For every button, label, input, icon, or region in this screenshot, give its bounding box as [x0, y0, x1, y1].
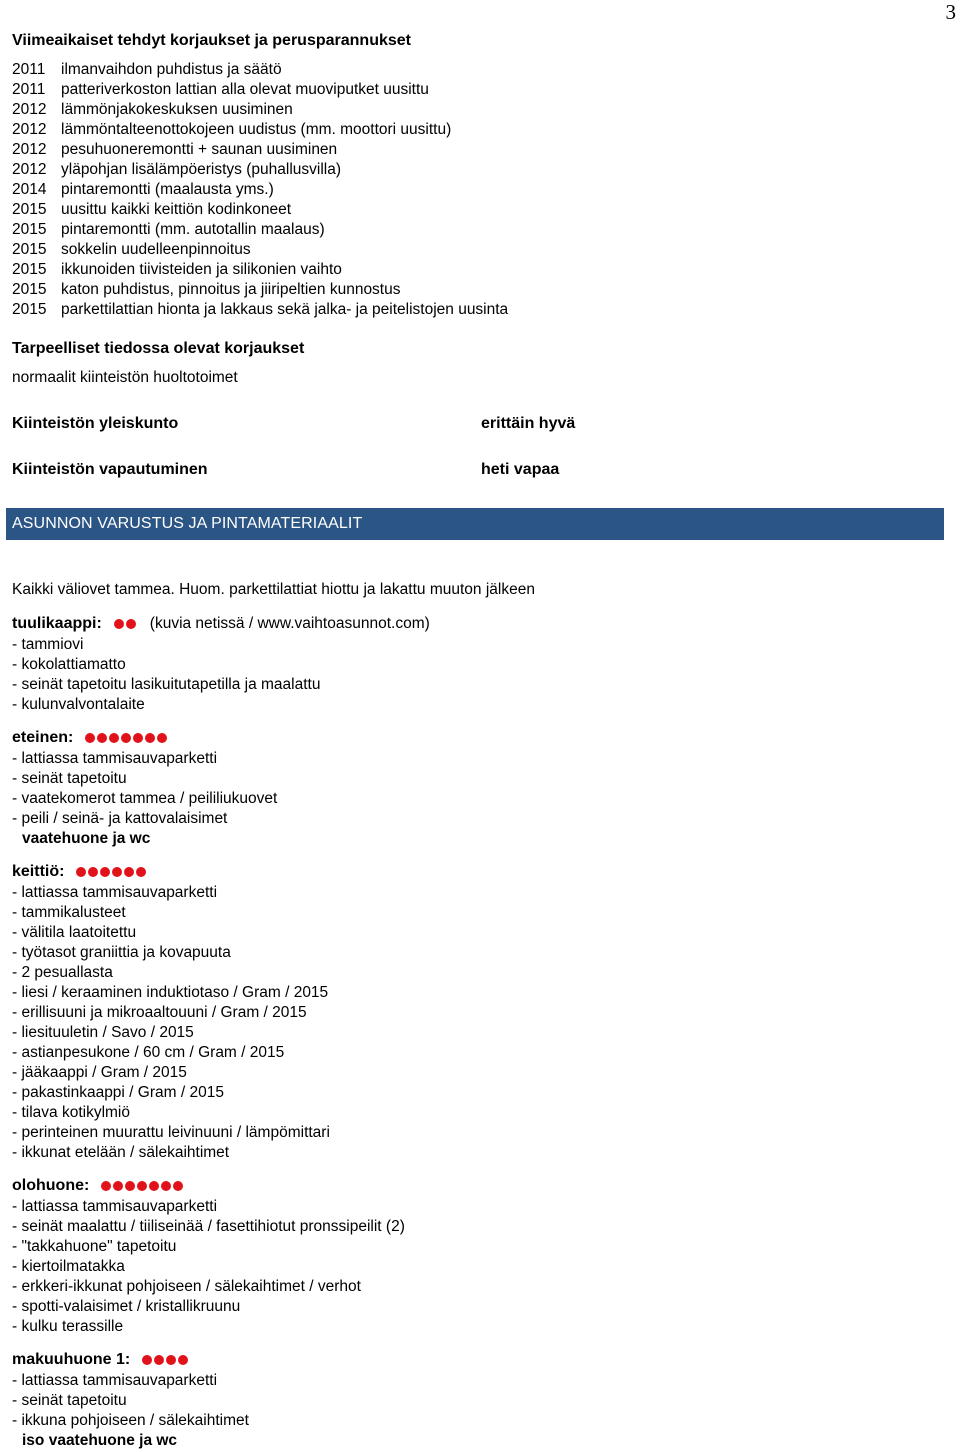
repair-item: 2015 pintaremontti (mm. autotallin maalaus): [12, 221, 325, 238]
room-title-eteinen: [12, 728, 169, 748]
list-item: - välitila laatoitettu: [12, 924, 137, 941]
repair-item: 2015 parkettilattian hionta ja lakkaus sekä jalka- ja peitelistojen uusinta: [12, 301, 509, 318]
room-title-olohuone: [12, 1176, 185, 1196]
room-title-keittio: [12, 862, 148, 882]
list-item: - erkkeri-ikkunat pohjoiseen / sälekaihtimet / verhot: [12, 1278, 361, 1295]
rating-dot-icon: [125, 1181, 135, 1191]
rating-dot-icon: [97, 733, 107, 743]
repair-item: 2011 ilmanvaihdon puhdistus ja säätö: [12, 61, 282, 78]
list-item: - perinteinen muurattu leivinuuni / lämpömittari: [12, 1124, 330, 1141]
room-items-makuuhuone-1: [12, 1371, 249, 1451]
room-items-keittio: [12, 883, 330, 1163]
rating-dot-icon: [121, 733, 131, 743]
room-items-eteinen: [12, 749, 277, 849]
section-banner: [6, 508, 944, 540]
repair-item: 2015 uusittu kaikki keittiön kodinkoneet: [12, 201, 292, 218]
list-item: - lattiassa tammisauvaparketti: [12, 884, 218, 901]
list-item: - työtasot graniittia ja kovapuuta: [12, 944, 231, 961]
repair-item: 2011 patteriverkoston lattian alla olevat muoviputket uusittu: [12, 81, 429, 98]
repair-item: 2014 pintaremontti (maalausta yms.): [12, 181, 274, 198]
rating-dot-icon: [88, 867, 98, 877]
list-item: - peili / seinä- ja kattovalaisimet: [12, 810, 228, 827]
rating-dot-icon: [133, 733, 143, 743]
rating-dot-icon: [124, 867, 134, 877]
rating-dot-icon: [137, 1181, 147, 1191]
rating-dot-icon: [157, 733, 167, 743]
list-item: - astianpesukone / 60 cm / Gram / 2015: [12, 1044, 285, 1061]
rating-dot-icon: [101, 1181, 111, 1191]
rating-dot-icon: [161, 1181, 171, 1191]
list-item: - ikkunat etelään / sälekaihtimet: [12, 1144, 230, 1161]
rating-dot-icon: [154, 1355, 164, 1365]
list-item: - lattiassa tammisauvaparketti: [12, 1372, 218, 1389]
list-item: - liesituuletin / Savo / 2015: [12, 1024, 194, 1041]
room-label: olohuone:: [12, 1177, 90, 1194]
list-item: - seinät tapetoitu: [12, 1392, 127, 1409]
rating-dot-icon: [100, 867, 110, 877]
list-item: - jääkaappi / Gram / 2015: [12, 1064, 187, 1081]
repair-item: 2015 katon puhdistus, pinnoitus ja jiiripeltien kunnostus: [12, 281, 401, 298]
repair-item: 2015 sokkelin uudelleenpinnoitus: [12, 241, 251, 258]
room-title-makuuhuone-1: [12, 1350, 190, 1370]
rating-dot-icon: [112, 867, 122, 877]
rating-dot-icon: [142, 1355, 152, 1365]
list-item: - spotti-valaisimet / kristallikruunu: [12, 1298, 241, 1315]
section-banner-title: ASUNNON VARUSTUS JA PINTAMATERIAALIT: [12, 515, 363, 532]
list-item: - lattiassa tammisauvaparketti: [12, 750, 218, 767]
rating-dot-icon: [113, 1181, 123, 1191]
room-title-tuulikaappi: [12, 614, 430, 634]
list-item: - kokolattiamatto: [12, 656, 126, 673]
rating-dots: [114, 619, 138, 629]
rating-dot-icon: [178, 1355, 188, 1365]
rating-dot-icon: [109, 733, 119, 743]
rating-dot-icon: [114, 619, 124, 629]
list-item: - liesi / keraaminen induktiotaso / Gram / 2015: [12, 984, 329, 1001]
list-item: - ikkuna pohjoiseen / sälekaihtimet: [12, 1412, 249, 1429]
rating-dot-icon: [76, 867, 86, 877]
rating-dots: [142, 1355, 190, 1365]
room-note: (kuvia netissä / www.vaihtoasunnot.com): [149, 615, 430, 632]
needed-repairs-heading: Tarpeelliset tiedossa olevat korjaukset: [12, 340, 305, 357]
room-items-olohuone: [12, 1197, 405, 1337]
list-item: - seinät tapetoitu: [12, 770, 127, 787]
repair-item: 2012 pesuhuoneremontti + saunan uusiminen: [12, 141, 338, 158]
list-item: - 2 pesuallasta: [12, 964, 113, 981]
condition-label: Kiinteistön yleiskunto: [12, 415, 179, 432]
list-item: - kulku terassille: [12, 1318, 124, 1335]
room-label: makuuhuone 1:: [12, 1351, 131, 1368]
repair-item: 2015 ikkunoiden tiivisteiden ja silikonien vaihto: [12, 261, 342, 278]
page-number: 3: [945, 0, 956, 24]
list-item: - pakastinkaappi / Gram / 2015: [12, 1084, 224, 1101]
rating-dot-icon: [149, 1181, 159, 1191]
list-item: - tammikalusteet: [12, 904, 126, 921]
rating-dot-icon: [145, 733, 155, 743]
list-item: - kulunvalvontalaite: [12, 696, 145, 713]
rating-dot-icon: [85, 733, 95, 743]
rating-dots: [76, 867, 148, 877]
list-item: - seinät tapetoitu lasikuitutapetilla ja maalattu: [12, 676, 321, 693]
condition-value: erittäin hyvä: [481, 415, 576, 432]
rating-dot-icon: [136, 867, 146, 877]
list-item: - erillisuuni ja mikroaaltouuni / Gram / 2015: [12, 1004, 307, 1021]
repair-item: 2012 yläpohjan lisälämpöeristys (puhallusvilla): [12, 161, 341, 178]
needed-repairs-text: normaalit kiinteistön huoltotoimet: [12, 369, 238, 386]
rating-dot-icon: [126, 619, 136, 629]
rating-dot-icon: [166, 1355, 176, 1365]
repair-item: 2012 lämmönjakokeskuksen uusiminen: [12, 101, 293, 118]
list-item-bold: iso vaatehuone ja wc: [22, 1432, 178, 1449]
list-item: - tilava kotikylmiö: [12, 1104, 130, 1121]
list-item: - vaatekomerot tammea / peililiukuovet: [12, 790, 278, 807]
repairs-heading: Viimeaikaiset tehdyt korjaukset ja perusparannukset: [12, 32, 411, 49]
list-item-bold: vaatehuone ja wc: [22, 830, 151, 847]
rating-dot-icon: [173, 1181, 183, 1191]
list-item: - seinät maalattu / tiiliseinää / fasettihiotut pronssipeilit (2): [12, 1218, 405, 1235]
list-item: - tammiovi: [12, 636, 84, 653]
list-item: - lattiassa tammisauvaparketti: [12, 1198, 218, 1215]
room-items-tuulikaappi: [12, 635, 320, 715]
repair-item: 2012 lämmöntalteenottokojeen uudistus (mm. moottori uusittu): [12, 121, 452, 138]
room-label: eteinen:: [12, 729, 74, 746]
list-item: - kiertoilmatakka: [12, 1258, 125, 1275]
intro-text: Kaikki väliovet tammea. Huom. parkettilattiat hiottu ja lakattu muuton jälkeen: [12, 581, 535, 598]
rating-dots: [85, 733, 169, 743]
list-item: - "takkahuone" tapetoitu: [12, 1238, 177, 1255]
room-label: tuulikaappi:: [12, 615, 102, 632]
release-label: Kiinteistön vapautuminen: [12, 461, 208, 478]
rating-dots: [101, 1181, 185, 1191]
repairs-list: [12, 60, 508, 320]
room-label: keittiö:: [12, 863, 65, 880]
release-value: heti vapaa: [481, 461, 560, 478]
